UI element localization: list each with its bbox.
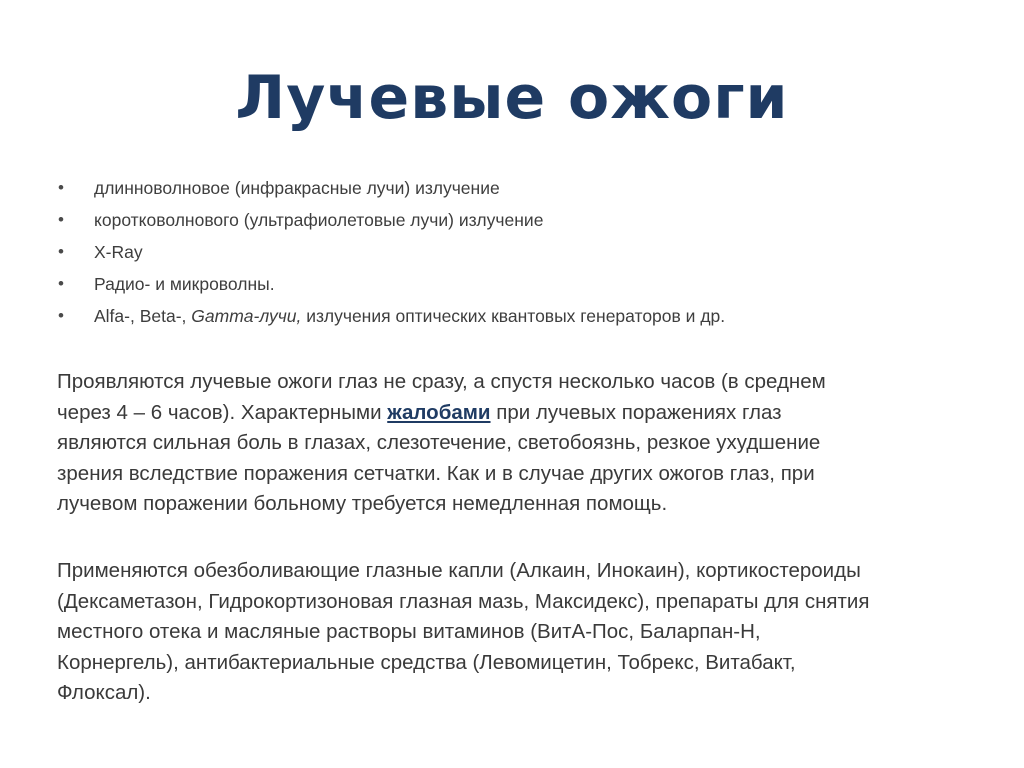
paragraph-symptoms bbox=[57, 367, 877, 520]
bullet-text-suffix: излучения оптических квантовых генераторов и др. bbox=[301, 306, 726, 326]
bullet-item bbox=[58, 268, 958, 300]
bullet-item bbox=[58, 204, 958, 236]
paragraph-text: Проявляются лучевые ожоги глаз не сразу, а спустя несколько часов (в среднем через 4 – 6 часов). Характерными bbox=[57, 370, 826, 424]
bullet-item bbox=[58, 300, 958, 332]
bullet-text: длинноволновое (инфракрасные лучи) излучение bbox=[94, 178, 500, 198]
keyword-complaints: жалобами bbox=[387, 400, 491, 424]
slide-title: Лучевые ожоги bbox=[235, 63, 789, 133]
bullet-text: Радио- и микроволны. bbox=[94, 274, 275, 294]
bullet-icon: • bbox=[58, 210, 64, 229]
paragraph-text: при лучевых поражениях глаз являются сильная боль в глазах, слезотечение, светобоязнь, резкое ухудшение зрения вследствие поражения сетчатки. Как и в случае других ожогов глаз, при лучевом поражении больному требуется немедленная помощь. bbox=[57, 400, 821, 515]
bullet-icon: • bbox=[58, 178, 64, 197]
bullet-text: X-Ray bbox=[94, 242, 143, 262]
bullet-item bbox=[58, 172, 958, 204]
bullet-text: коротковолнового (ультрафиолетовые лучи) излучение bbox=[94, 210, 544, 230]
bullet-text-prefix: Alfa-, Beta-, bbox=[94, 306, 192, 326]
bullet-icon: • bbox=[58, 306, 64, 325]
bullet-text bbox=[94, 306, 725, 326]
paragraph-treatment: Применяются обезболивающие глазные капли (Алкаин, Инокаин), кортикостероиды (Дексаметазон, Гидрокортизоновая глазная мазь, Максидекс), препараты для снятия местного отека и масляные растворы витаминов (ВитА-Пос, Баларпан-Н, Корнергель), антибактериальные средства (Левомицетин, Тобрекс, Витабакт, Флоксал). bbox=[57, 559, 870, 704]
bullet-icon: • bbox=[58, 242, 64, 261]
bullet-icon: • bbox=[58, 274, 64, 293]
bullet-list bbox=[58, 172, 958, 332]
bullet-item bbox=[58, 236, 958, 268]
bullet-text-italic: Gamma-лучи, bbox=[191, 306, 302, 326]
